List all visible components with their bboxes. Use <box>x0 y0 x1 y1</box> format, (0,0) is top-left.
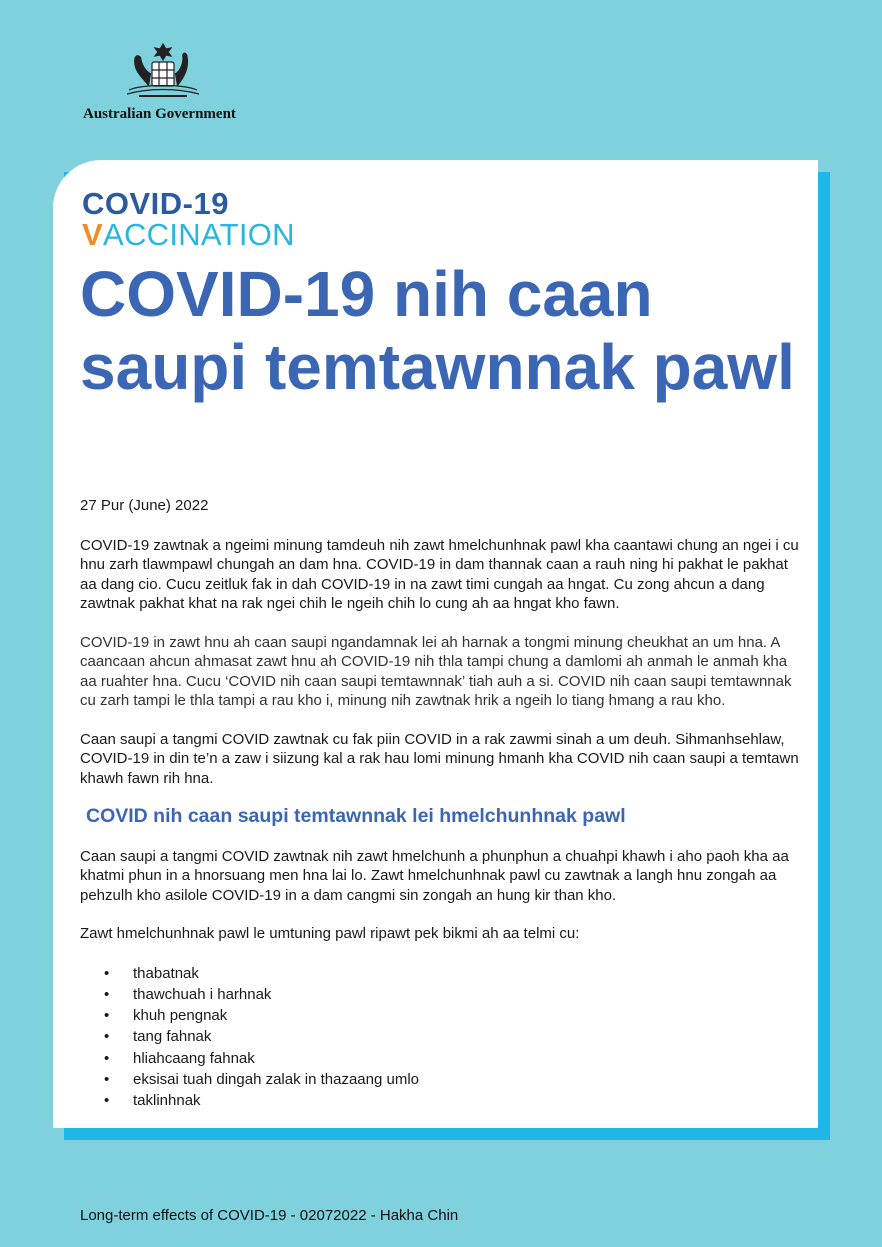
list-item: • tang fahnak <box>80 1026 805 1047</box>
list-item: • taklinhnak <box>80 1090 805 1111</box>
symptom-list <box>80 963 805 1112</box>
logo-check-letter: V <box>82 217 103 252</box>
list-item: • thabatnak <box>80 963 805 984</box>
section-heading: COVID nih caan saupi temtawnnak lei hmelchunhnak pawl <box>86 805 626 827</box>
section-paragraph-2: Zawt hmelchunhnak pawl le umtuning pawl ripawt pek bikmi ah aa telmi cu: <box>80 925 580 942</box>
list-item: • hliahcaang fahnak <box>80 1048 805 1069</box>
coat-of-arms-icon <box>119 40 207 102</box>
section-paragraph-1: Caan saupi a tangmi COVID zawtnak nih zawt hmelchunh a phunphun a chuahpi khawh i aho paoh kha aa khatmi phun in a hnorsuang men hna lai lo. Zawt hmelchunhnak pawl cu zawtnak a langh hnu zongah aa pehzulh kho asilole COVID-19 in a dam cangmi sin zongah an hung kir than kho. <box>80 847 789 904</box>
list-item: • thawchuah i harhnak <box>80 984 805 1005</box>
publication-date: 27 Pur (June) 2022 <box>80 497 209 514</box>
intro-paragraph-3: Caan saupi a tangmi COVID zawtnak cu fak piin COVID in a rak zawmi sinah a um deuh. Sihmanhsehlaw, COVID-19 in din te’n a zaw i siizung kal a rak hau lomi minung hmanh kha COVID nih caan saupi a temtawn khawh fawn rih hna. <box>80 730 799 787</box>
government-branding <box>80 40 245 123</box>
government-name: Australian Government <box>83 106 236 122</box>
intro-paragraph-1: COVID-19 zawtnak a ngeimi minung tamdeuh nih zawt hmelchunhnak pawl kha caantawi chung an ngei i cu hnu zarh tlawmpawl chungah an dam hna. COVID-19 in dam thannak caan a rauh ning hi pakhat le pakhat aa dang cio. Cucu zeitluk fak in dah COVID-19 in na zawt timi cungah aa hngat. Cu zong ahcun a dang zawtnak pakhat khat na rak ngei chih le ngeih chih lo cung ah aa hngat kho fawn. <box>80 536 799 612</box>
document-body <box>80 496 805 1112</box>
logo-line-2-rest: ACCINATION <box>102 217 295 252</box>
page-footer: Long-term effects of COVID-19 - 02072022 - Hakha Chin <box>80 1207 459 1224</box>
page-title: COVID-19 nih caan saupi temtawnnak pawl <box>80 258 795 403</box>
logo-line-2 <box>82 219 295 251</box>
covid-vaccination-logo <box>82 188 295 251</box>
list-item: • khuh pengnak <box>80 1005 805 1026</box>
intro-paragraph-2: COVID-19 in zawt hnu ah caan saupi ngandamnak lei ah harnak a tongmi minung cheukhat an um hna. A caancaan ahcun ahmasat zawt hnu ah COVID-19 nih thla tampi chung a damlomi ah anmah le anmah kha aa ruahter hna. Cucu ‘COVID nih caan saupi temtawnnak’ tiah auh a si. COVID nih caan saupi temtawnnak cu zarh tampi le thla tampi a rau kho i, minung nih zawtnak hrik a ngeih lo tiang hmang a rau kho. <box>80 633 792 709</box>
list-item: • eksisai tuah dingah zalak in thazaang umlo <box>80 1069 805 1090</box>
logo-line-1: COVID-19 <box>82 186 229 221</box>
